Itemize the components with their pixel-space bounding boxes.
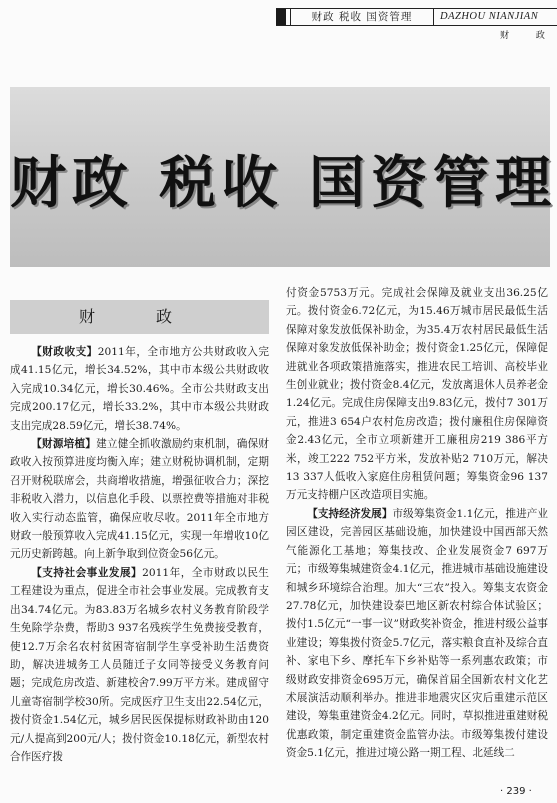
paragraph-text: 市级筹集资金1.1亿元，推进产业园区建设，完善园区基础设施，加快建设中国西部天然气能源化工基地；筹集技改、企业发展资金7 697万元；市级筹集城建资金4.1亿元，推进城市基础设施建设和城乡环境综合治理。加大“三农”投入。筹集支农资金27.78亿元，加快建设泰巴地区新农村综合体试验区；拨付1.5亿元“一事一议”财政奖补资金，推进村级公益事业建设；筹集拨付资金5.7亿元，落实粮食直补及综合直补、家电下乡、摩托车下乡补贴等一系列惠农政策；市级财政安排资金695万元，确保首届全国新农村文化艺术展演活动顺利举办。推进非地震灾区灾后重建示范区建设，筹集重建资金4.2亿元。同时，草拟推进重建财税优惠政策，制定重建资金监管办法。市级筹集拨付建设资金5.1亿元，推进过境公路一期工程、北延线二	[286, 507, 548, 760]
header-marker	[276, 9, 286, 25]
left-column	[10, 343, 269, 766]
right-column	[286, 284, 548, 763]
section-title: 财 政	[10, 300, 269, 334]
paragraph-text: 2011年，全市地方公共财政收入完成41.15亿元，增长34.52%，其中市本级公共财政收入完成10.34亿元，增长30.46%。全市公共财政支出完成200.17亿元，增长33.2%，其中市本级公共财政支出完成28.59亿元，增长38.74%。	[10, 346, 270, 432]
header-english-title: DAZHOU NIANJIAN	[440, 11, 539, 22]
paragraph-fiscal	[10, 343, 269, 435]
header-section-label: 财政 税收 国资管理	[290, 9, 434, 25]
paragraph-continued: 付资金5753万元。完成社会保障及就业支出36.25亿元。拨付资金6.72亿元，为15.46万城市居民最低生活保障对象发放低保补助金，为35.4万农村居民最低生活保障对象发放低保补助金；拨付资金1.25亿元，保障促进就业各项政策措施落实，推进农民工培训、高校毕业生创业就业；拨付资金8.4亿元，发放离退休人员养老金1.24亿元。完成住房保障支出9.83亿元，拨付7 301万元，推进3 654户农村危房改造；拨付廉租住房保障资金2.43亿元，全市立项新建开工廉租房219 386平方米，竣工222 752平方米，发放补贴2 710万元，解决13 337人低收入家庭住房租赁问题；筹集资金96 137万元支持棚户区改造项目实施。	[286, 287, 548, 502]
paragraph-tag: 【支持经济发展】	[307, 507, 393, 520]
page-number: · 239 ·	[500, 786, 532, 797]
paragraph-tag: 【财政收支】	[31, 346, 98, 358]
header-subsection: 财 政	[500, 31, 557, 41]
running-header	[276, 8, 557, 26]
paragraph-tag: 【财源培植】	[31, 438, 97, 451]
paragraph-text: 2011年，全市财政以民生工程建设为重点，促进全市社会事业发展。完成教育支出34.74亿元。为83.83万名城乡农村义务教育阶段学生免除学杂费，帮助3 937名残疾学生免费接受教育，使12.7万余名农村贫困寄宿制学生享受补助生活费资助，解决进城务工人员随迁子女同等接受义务教育问题；完成危房改造、新建校舍7.99万平方米。建成留守儿童寄宿制学校30所。完成医疗卫生支出22.54亿元，拨付资金1.54亿元，城乡居民医保提标财政补助由120元/人提高到200元/人；拨付资金10.18亿元，新型农村合作医疗拨	[10, 566, 270, 763]
paragraph-revenue-source	[10, 435, 269, 564]
paragraph-economy	[286, 505, 548, 763]
paragraph-social	[10, 564, 269, 766]
paragraph-text: 建立健全抓收激励约束机制，确保财政收入按预算进度均衡入库；建立财税协调机制，定期召开财税联席会，共商增收措施，增强征收合力；深挖非税收入潜力，以信息化手段、以票控费等措施对非税收入实行动态监管，确保应收尽收。2011年全市地方财政一般预算收入完成41.15亿元，实现一年增收10亿元历史新跨越。向上新争取到位资金56亿元。	[10, 438, 270, 561]
chapter-banner	[10, 87, 557, 267]
chapter-title: 财政 税收 国资管理	[10, 150, 557, 216]
paragraph-tag: 【支持社会事业发展】	[31, 566, 143, 579]
